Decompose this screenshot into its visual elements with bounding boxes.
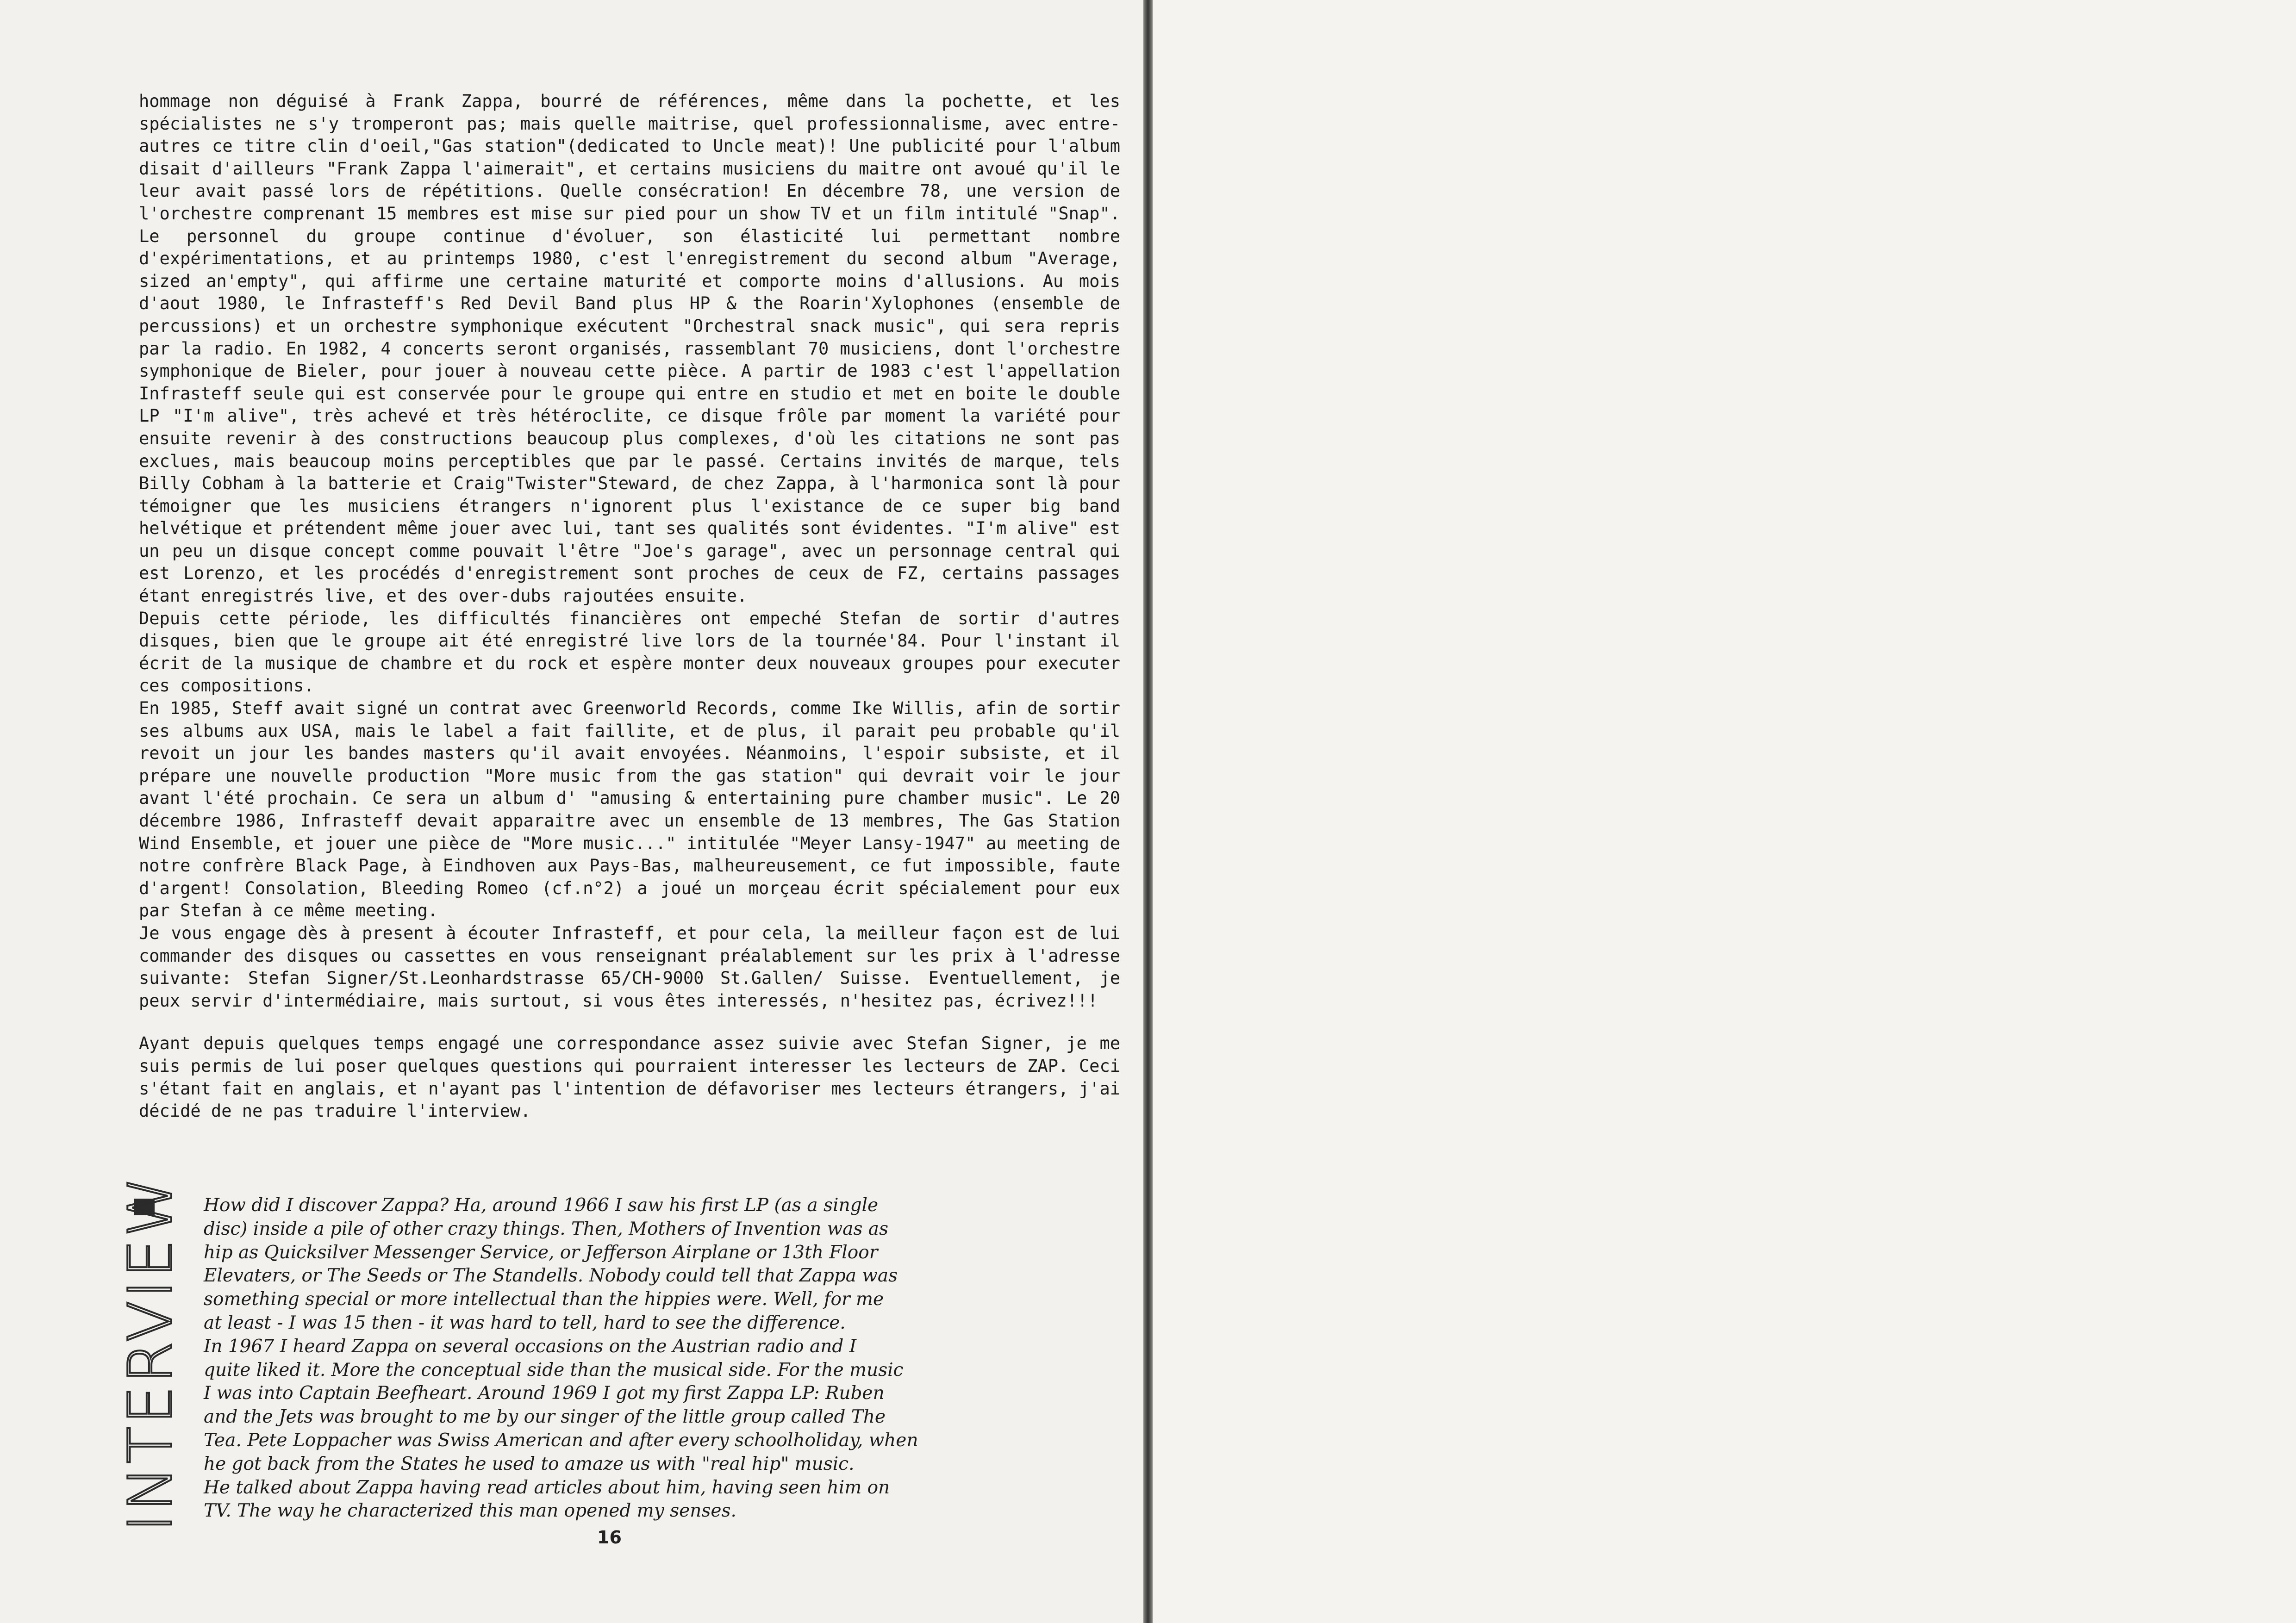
article-paragraph: En 1985, Steff avait signé un contrat avec Greenworld Records, comme Ike Willis, afin de sortir ses albums aux USA, mais le label a fait faillite, et de plus, il parait peu probable qu'il revoit un jour les bandes masters qu'il avait envoyées. Néanmoins, l'espoir subsiste, et il prépare une nouvelle production "More music from the gas station" qui devrait voir le jour avant l'été prochain. Ce sera un album d' "amusing & entertaining pure chamber music". Le 20 décembre 1986, Infrasteff devait apparaitre avec un ensemble de 13 membres, The Gas Station Wind Ensemble, et jouer une pièce de "More music..." intitulée "Meyer Lansy-1947" au meeting de notre confrère Black Page, à Eindhoven aux Pays-Bas, malheureusement, ce fut impossible, faute d'argent! Consolation, Bleeding Romeo (cf.n°2) a joué un morçeau écrit spécialement pour eux par Stefan à ce même meeting.: [139, 698, 1120, 921]
interview-line: In 1967 I heard Zappa on several occasions on the Austrian radio and I: [204, 1336, 857, 1357]
interview-side-title: INTERVIEW: [115, 1174, 186, 1532]
interview-line: Tea. Pete Loppacher was Swiss American and after every schoolholiday, when: [204, 1430, 918, 1451]
article-paragraph: Je vous engage dès à present à écouter Infrasteff, et pour cela, la meilleur façon est de lui commander des disques ou cassettes en vous renseignant préalablement sur les prix à l'adresse suivante: Stefan Signer/St.Leonhardstrasse 65/CH-9000 St.Gallen/ Suisse. Eventuellement, je peux servir d'intermédiaire, mais surtout, si vous êtes interessés, n'hesitez pas, écrivez!!!: [139, 923, 1120, 1011]
interview-line: hip as Quicksilver Messenger Service, or Jefferson Airplane or 13th Floor: [204, 1242, 878, 1263]
interview-line: and the Jets was brought to me by our singer of the little group called The: [204, 1406, 886, 1428]
article-paragraph: Depuis cette période, les difficultés financières ont empeché Stefan de sortir d'autres disques, bien que le groupe ait été enregistré live lors de la tournée'84. Pour l'instant il écrit de la musique de chambre et du rock et espère monter deux nouveaux groupes pour executer ces compositions.: [139, 608, 1120, 696]
right-page: [1153, 0, 2296, 1623]
interview-line: he got back from the States he used to amaze us with "real hip" music.: [204, 1453, 855, 1474]
interview-answer: [204, 1194, 1106, 1523]
interview-line: Elevaters, or The Seeds or The Standells. Nobody could tell that Zappa was: [204, 1265, 898, 1287]
left-page: [0, 0, 1143, 1623]
interview-intro: Ayant depuis quelques temps engagé une correspondance assez suivie avec Stefan Signer, je me suis permis de lui poser quelques questions qui pourraient interesser les lecteurs de ZAP. Ceci s'étant fait en anglais, et n'ayant pas l'intention de défavoriser mes lecteurs étrangers, j'ai décidé de ne pas traduire l'interview.: [139, 1033, 1120, 1121]
interview-line: quite liked it. More the conceptual side than the musical side. For the music: [204, 1359, 904, 1380]
interview-line: TV. The way he characterized this man opened my senses.: [204, 1500, 736, 1522]
interview-line: I was into Captain Beefheart. Around 1969 I got my first Zappa LP: Ruben: [204, 1383, 885, 1404]
interview-line: disc) inside a pile of other crazy things. Then, Mothers of Invention was as: [204, 1218, 889, 1239]
interview-line: something special or more intellectual than the hippies were. Well, for me: [204, 1289, 884, 1310]
interview-line: at least - I was 15 then - it was hard to tell, hard to see the difference.: [204, 1312, 846, 1333]
interview-line: He talked about Zappa having read articles about him, having seen him on: [204, 1477, 890, 1498]
book-spine: [1143, 0, 1153, 1623]
french-article: [139, 90, 1120, 1123]
article-paragraph: hommage non déguisé à Frank Zappa, bourré de références, même dans la pochette, et les spécialistes ne s'y tromperont pas; mais quelle maitrise, quel professionnalisme, avec entre-autres ce titre clin d'oeil,"Gas station"(dedicated to Uncle meat)! Une publicité pour l'album disait d'ailleurs "Frank Zappa l'aimerait", et certains musiciens du maitre ont avoué qu'il le leur avait passé lors de répétitions. Quelle consécration! En décembre 78, une version de l'orchestre comprenant 15 membres est mise sur pied pour un show TV et un film intitulé "Snap". Le personnel du groupe continue d'évoluer, son élasticité lui permettant nombre d'expérimentations, et au printemps 1980, c'est l'enregistrement du second album "Average, sized an'empty", qui affirme une certaine maturité et comporte moins d'allusions. Au mois d'aout 1980, le Infrasteff's Red Devil Band plus HP & the Roarin'Xylophones (ensemble de percussions) et un orchestre symphonique exécutent "Orchestral snack music", qui sera repris par la radio. En 1982, 4 concerts seront organisés, rassemblant 70 musiciens, dont l'orchestre symphonique de Bieler, pour jouer à nouveau cette pièce. A partir de 1983 c'est l'appellation Infrasteff seule qui est conservée pour le groupe qui entre en studio et met en boite le double LP "I'm alive", très achevé et très hétéroclite, ce disque frôle par moment la variété pour ensuite revenir à des constructions beaucoup plus complexes, d'où les citations ne sont pas exclues, mais beaucoup moins perceptibles que par le passé. Certains invités de marque, tels Billy Cobham à la batterie et Craig"Twister"Steward, de chez Zappa, à l'harmonica sont là pour témoigner que les musiciens étrangers n'ignorent plus l'existance de ce super big band helvétique et prétendent même jouer avec lui, tant ses qualités sont évidentes. "I'm alive" est un peu un disque concept comme pouvait l'être "Joe's garage", avec un personnage central qui est Lorenzo, et les procédés d'enregistrement sont proches de ceux de FZ, certains passages étant enregistrés live, et des over-dubs rajoutées ensuite.: [139, 91, 1120, 606]
page-number: 16: [597, 1527, 622, 1548]
interview-line: How did I discover Zappa? Ha, around 1966 I saw his first LP (as a single: [204, 1195, 879, 1216]
